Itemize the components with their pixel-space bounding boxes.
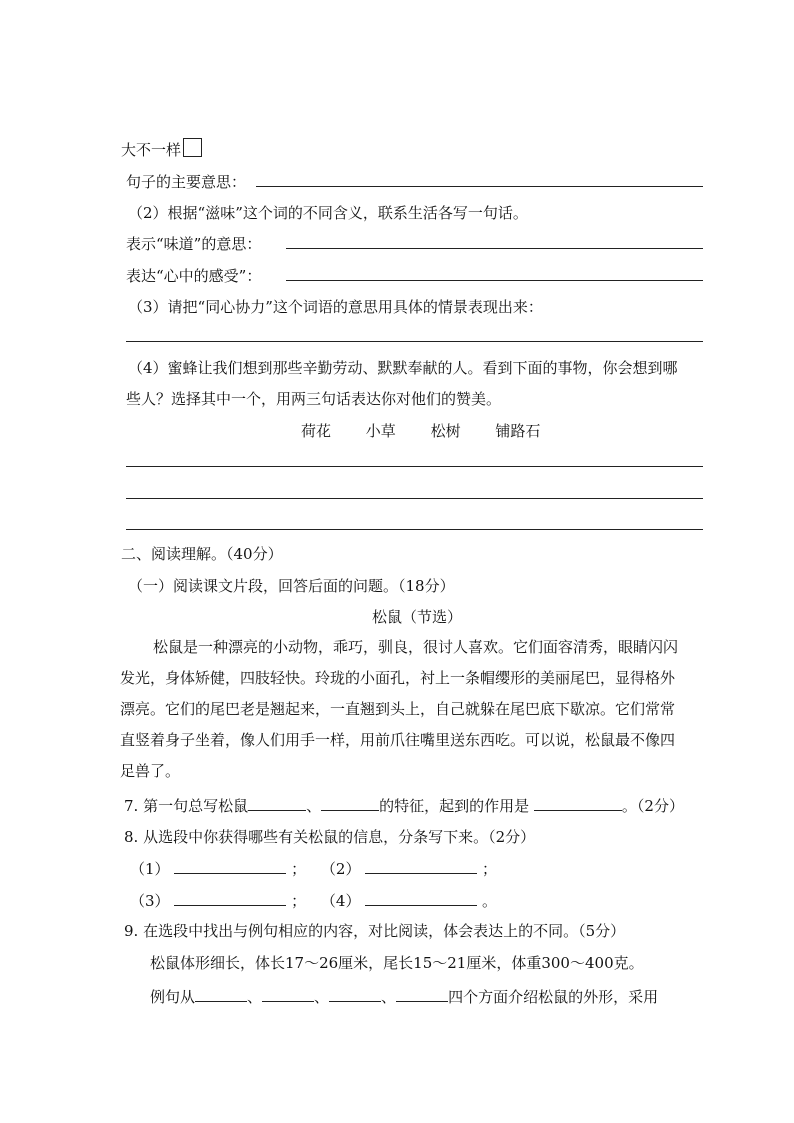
taste-prompt: （2）根据“滋味”这个词的不同含义，联系生活各写一句话。 bbox=[128, 204, 528, 222]
bee-answer-line[interactable] bbox=[126, 529, 703, 530]
q7-blank-3[interactable] bbox=[534, 795, 622, 811]
q8-row-1 bbox=[130, 858, 497, 878]
passage-line: 发光，身体矫健，四肢轻快。玲珑的小面孔，衬上一条帽缨形的美丽尾巴，显得格外 bbox=[120, 669, 676, 687]
q9-fill bbox=[150, 986, 658, 1006]
passage-line: 漂亮。它们的尾巴老是翘起来，一直翘到头上，自己就躲在尾巴底下歇凉。它们常常 bbox=[120, 700, 676, 718]
bee-prompt-line1: （4）蜜蜂让我们想到那些辛勤劳动、默默奉献的人。看到下面的事物，你会想到哪 bbox=[128, 359, 678, 377]
main-idea-label: 句子的主要意思： bbox=[126, 173, 247, 191]
q8-semicolon: ； bbox=[291, 860, 307, 878]
q9-example: 松鼠体形细长，体长17～26厘米，尾长15～21厘米，体重300～400克。 bbox=[150, 954, 644, 972]
passage-line: 松鼠是一种漂亮的小动物，乖巧，驯良，很讨人喜欢。它们面容清秀，眼睛闪闪 bbox=[153, 638, 679, 656]
q9-sep: 、 bbox=[381, 988, 397, 1006]
q8-semicolon: ； bbox=[482, 860, 498, 878]
q8-row-2 bbox=[130, 890, 497, 910]
q9-sep: 、 bbox=[314, 988, 330, 1006]
option-item: 小草 bbox=[365, 422, 396, 440]
option-item: 铺路石 bbox=[495, 422, 541, 440]
q7-number: 7. bbox=[124, 797, 139, 815]
meaning1-label: 表示“味道”的意思： bbox=[126, 235, 262, 253]
answer-box[interactable] bbox=[183, 138, 202, 157]
q8-blank-2[interactable] bbox=[365, 858, 477, 874]
option-item: 荷花 bbox=[301, 422, 332, 440]
q8-period: 。 bbox=[482, 892, 498, 910]
q9-blank-3[interactable] bbox=[329, 986, 381, 1002]
q8-item-label: （2） bbox=[320, 860, 361, 878]
passage-line: 足兽了。 bbox=[120, 762, 181, 780]
q8-blank-4[interactable] bbox=[365, 890, 477, 906]
option-item: 松树 bbox=[430, 422, 461, 440]
q8-item-label: （4） bbox=[320, 892, 361, 910]
meaning2-answer-line[interactable] bbox=[286, 280, 703, 281]
question-tail bbox=[121, 138, 202, 158]
meaning1-answer-line[interactable] bbox=[286, 248, 703, 249]
q8-blank-1[interactable] bbox=[174, 858, 286, 874]
q9-fill-a: 例句从 bbox=[150, 988, 196, 1006]
q7-end: 。（2分） bbox=[621, 797, 684, 815]
bee-prompt-line2: 些人？选择其中一个，用两三句话表达你对他们的赞美。 bbox=[126, 390, 502, 408]
question-7 bbox=[124, 795, 684, 815]
passage-line: 直竖着身子坐着，像人们用手一样，用前爪往嘴里送东西吃。可以说，松鼠最不像四 bbox=[120, 731, 676, 749]
unity-prompt: （3）请把“同心协力”这个词语的意思用具体的情景表现出来： bbox=[128, 298, 543, 316]
q7-blank-2[interactable] bbox=[321, 795, 379, 811]
part-title: （一）阅读课文片段，回答后面的问题。（18分） bbox=[128, 577, 455, 595]
q9-sep: 、 bbox=[247, 988, 263, 1006]
q8-semicolon: ； bbox=[291, 892, 307, 910]
q9-blank-2[interactable] bbox=[262, 986, 314, 1002]
passage-title: 松鼠（节选） bbox=[372, 608, 463, 626]
q7-text-a: 第一句总写松鼠 bbox=[143, 797, 249, 815]
bee-options bbox=[301, 421, 540, 441]
bee-answer-line[interactable] bbox=[126, 498, 703, 499]
q9-blank-1[interactable] bbox=[195, 986, 247, 1002]
passage bbox=[120, 632, 720, 787]
main-idea-answer-line[interactable] bbox=[256, 186, 703, 187]
q7-text-b: 的特征，起到的作用是 bbox=[379, 797, 530, 815]
meaning2-label: 表达“心中的感受”： bbox=[126, 267, 262, 285]
q7-sep: 、 bbox=[306, 797, 322, 815]
q7-blank-1[interactable] bbox=[248, 795, 306, 811]
unity-answer-line[interactable] bbox=[126, 341, 703, 342]
q9-blank-4[interactable] bbox=[396, 986, 448, 1002]
q8-item-label: （3） bbox=[130, 892, 170, 910]
bee-answer-line[interactable] bbox=[126, 466, 703, 467]
q8-item-label: （1） bbox=[130, 860, 170, 878]
question-8: 8. 从选段中你获得哪些有关松鼠的信息，分条写下来。（2分） bbox=[124, 828, 536, 846]
tail-text: 大不一样 bbox=[121, 141, 182, 159]
question-9: 9. 在选段中找出与例句相应的内容，对比阅读，体会表达上的不同。（5分） bbox=[124, 922, 626, 940]
section-title: 二、阅读理解。（40分） bbox=[121, 545, 283, 563]
q9-fill-b: 四个方面介绍松鼠的外形，采用 bbox=[448, 988, 659, 1006]
q8-blank-3[interactable] bbox=[174, 890, 286, 906]
